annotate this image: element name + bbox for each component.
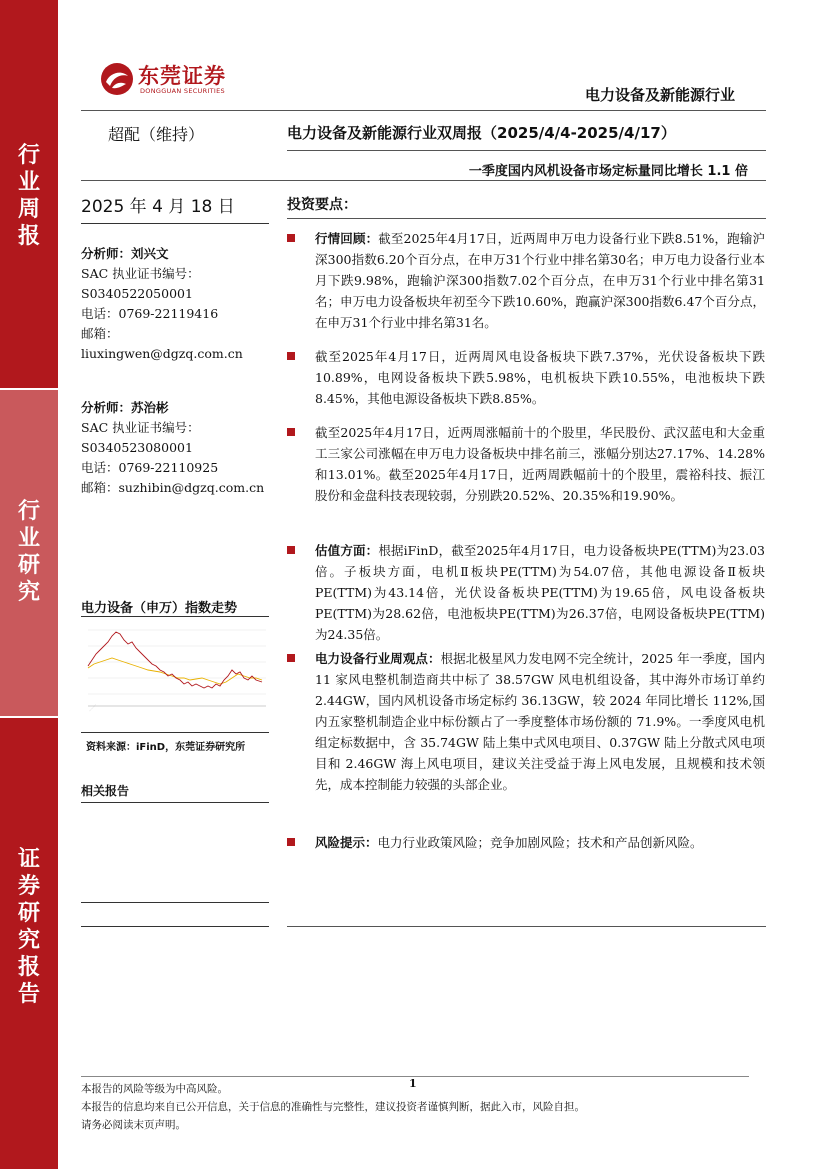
analyst-2-email[interactable]: 邮箱：suzhibin@dgzq.com.cn — [81, 480, 265, 495]
key-point-4 — [287, 540, 765, 645]
subtitle-divider — [81, 180, 766, 181]
chart-title-divider — [81, 616, 269, 617]
analyst-2-sac-label: SAC 执业证书编号： — [81, 420, 200, 435]
logo-text-en: DONGGUAN SECURITIES — [140, 87, 225, 95]
index-trend-chart — [80, 620, 270, 720]
bullet-square-icon — [287, 352, 295, 360]
analyst-1-phone: 电话：0769-22119416 — [81, 306, 219, 321]
header-industry: 电力设备及新能源行业 — [585, 86, 736, 104]
key-point-3-text: 截至2025年4月17日，近两周涨幅前十的个股里，华民股份、武汉蓝电和大金重工三家公司涨幅在申万电力设备板块中排名前三，涨幅分别达27.17%、14.28%和13.01%。截至2025年4月17日，近两周跌幅前十的个股里，震裕科技、振江股份和金盘科技表现较弱，分别跌20.52%、20.35%和19.90%。 — [315, 425, 765, 503]
logo-text-cn: 东莞证券 — [138, 64, 226, 88]
analyst-2-name: 分析师：苏治彬 — [81, 400, 169, 415]
analyst-2-sac-no: S0340523080001 — [81, 440, 193, 455]
report-title: 电力设备及新能源行业双周报（2025/4/4-2025/4/17） — [287, 124, 676, 142]
bullet-square-icon — [287, 428, 295, 436]
key-point-1-text: 截至2025年4月17日，近两周申万电力设备行业下跌8.51%，跑输沪深300指数6.20个百分点，在申万31个行业中排名第30名；申万电力设备行业本月下跌9.98%，跑输沪深300指数7.02个百分点，在申万31个行业中排名第31名；申万电力设备板块年初至今下跌10.60%，跑赢沪深300指数6.47个百分点，在申万31个行业中排名第31名。 — [315, 231, 765, 330]
chart-x-axis-labels — [88, 703, 98, 713]
svg-text:··········: ·········· — [87, 703, 98, 713]
left-bottom-divider-2 — [81, 926, 269, 927]
sidebar-label-securities: 证券研究报告 — [17, 847, 40, 1007]
sidebar-label-research: 行业研究 — [17, 499, 40, 605]
chart-bottom-divider — [81, 732, 269, 733]
key-point-5-lead: 电力设备行业周观点： — [315, 651, 441, 666]
key-point-6 — [287, 832, 765, 853]
report-date: 2025 年 4 月 18 日 — [81, 197, 235, 217]
key-point-3 — [287, 422, 765, 506]
report-subtitle: 一季度国内风机设备市场定标量同比增长 1.1 倍 — [468, 164, 748, 179]
logo — [100, 60, 250, 100]
chart-gridlines — [88, 630, 266, 694]
date-divider — [81, 223, 269, 224]
rating: 超配（维持） — [108, 125, 205, 144]
title-divider — [287, 150, 766, 151]
analyst-2-phone: 电话：0769-22110925 — [81, 460, 219, 475]
analyst-1 — [81, 244, 243, 364]
key-point-4-text: 根据iFinD，截至2025年4月17日，电力设备板块PE(TTM)为23.03倍。子板块方面，电机Ⅱ板块PE(TTM)为54.07倍，其他电源设备Ⅱ板块PE(TTM)为43.14倍，光伏设备板块PE(TTM)为19.65倍，风电设备板块PE(TTM)为28.62倍，电池板块PE(TTM)为26.37倍，电网设备板块PE(TTM)为24.35倍。 — [315, 543, 765, 642]
page-number: 1 — [409, 1077, 417, 1090]
key-point-4-lead: 估值方面： — [315, 543, 379, 558]
related-reports-heading: 相关报告 — [81, 784, 130, 798]
analyst-1-name: 分析师：刘兴文 — [81, 246, 169, 261]
footer-risk-level: 本报告的风险等级为中高风险。 — [81, 1083, 228, 1095]
analyst-1-email[interactable]: liuxingwen@dgzq.com.cn — [81, 346, 243, 361]
key-points-divider — [287, 218, 766, 219]
analyst-2 — [81, 398, 264, 498]
logo-mark-icon — [100, 62, 134, 96]
footer-disclaimer: 本报告的信息均来自已公开信息，关于信息的准确性与完整性，建议投资者谨慎判断，据此入市，风险自担。 — [81, 1101, 585, 1113]
key-point-1 — [287, 228, 765, 333]
chart-title: 电力设备（申万）指数走势 — [81, 601, 238, 616]
footer-read-statement: 请务必阅读末页声明。 — [81, 1119, 186, 1131]
bullet-square-icon — [287, 546, 295, 554]
key-point-5-text: 根据北极星风力发电网不完全统计，2025 年一季度，国内 11 家风电整机制造商共中标了 38.57GW 风电机组设备，其中海外市场订单约 2.44GW，国内风机设备市场定标约 36.13GW，较 2024 年同比增长 112%,国内五家整机制造企业中标份额占了一季度整体市场份额的 71.9%。一季度风电机组定标数据中，含 35.74GW 陆上集中式风电项目、0.37GW 陆上分散式风电项目和 2.46GW 海上风电项目，建议关注受益于海上风电发展，且规模和技术领先，成本控制能力较强的头部企业。 — [315, 651, 765, 792]
analyst-1-sac-no: S0340522050001 — [81, 286, 193, 301]
header-divider — [81, 110, 766, 111]
bullet-square-icon — [287, 234, 295, 242]
key-point-6-text: 电力行业政策风险；竞争加剧风险；技术和产品创新风险。 — [377, 835, 703, 850]
bullet-square-icon — [287, 654, 295, 662]
key-points-heading: 投资要点： — [287, 197, 357, 213]
key-point-5 — [287, 648, 765, 795]
analyst-1-email-label: 邮箱： — [81, 326, 119, 341]
key-point-6-lead: 风险提示： — [315, 835, 378, 850]
key-points-bottom-divider — [287, 926, 766, 927]
key-point-2 — [287, 346, 765, 409]
footer-divider — [81, 1076, 749, 1077]
analyst-1-sac-label: SAC 执业证书编号： — [81, 266, 200, 281]
chart-index-line — [88, 632, 262, 688]
key-point-2-text: 截至2025年4月17日，近两周风电设备板块下跌7.37%，光伏设备板块下跌10.89%，电网设备板块下跌5.98%，电机板块下跌10.55%，电池板块下跌8.45%，其他电源设备板块下跌8.85%。 — [315, 349, 765, 406]
related-divider — [81, 802, 269, 803]
sidebar-label-weekly: 行业周报 — [17, 143, 40, 249]
chart-source: 资料来源：iFinD，东莞证券研究所 — [86, 742, 246, 753]
key-point-1-lead: 行情回顾： — [315, 231, 379, 246]
bullet-square-icon — [287, 838, 295, 846]
left-bottom-divider-1 — [81, 902, 269, 903]
